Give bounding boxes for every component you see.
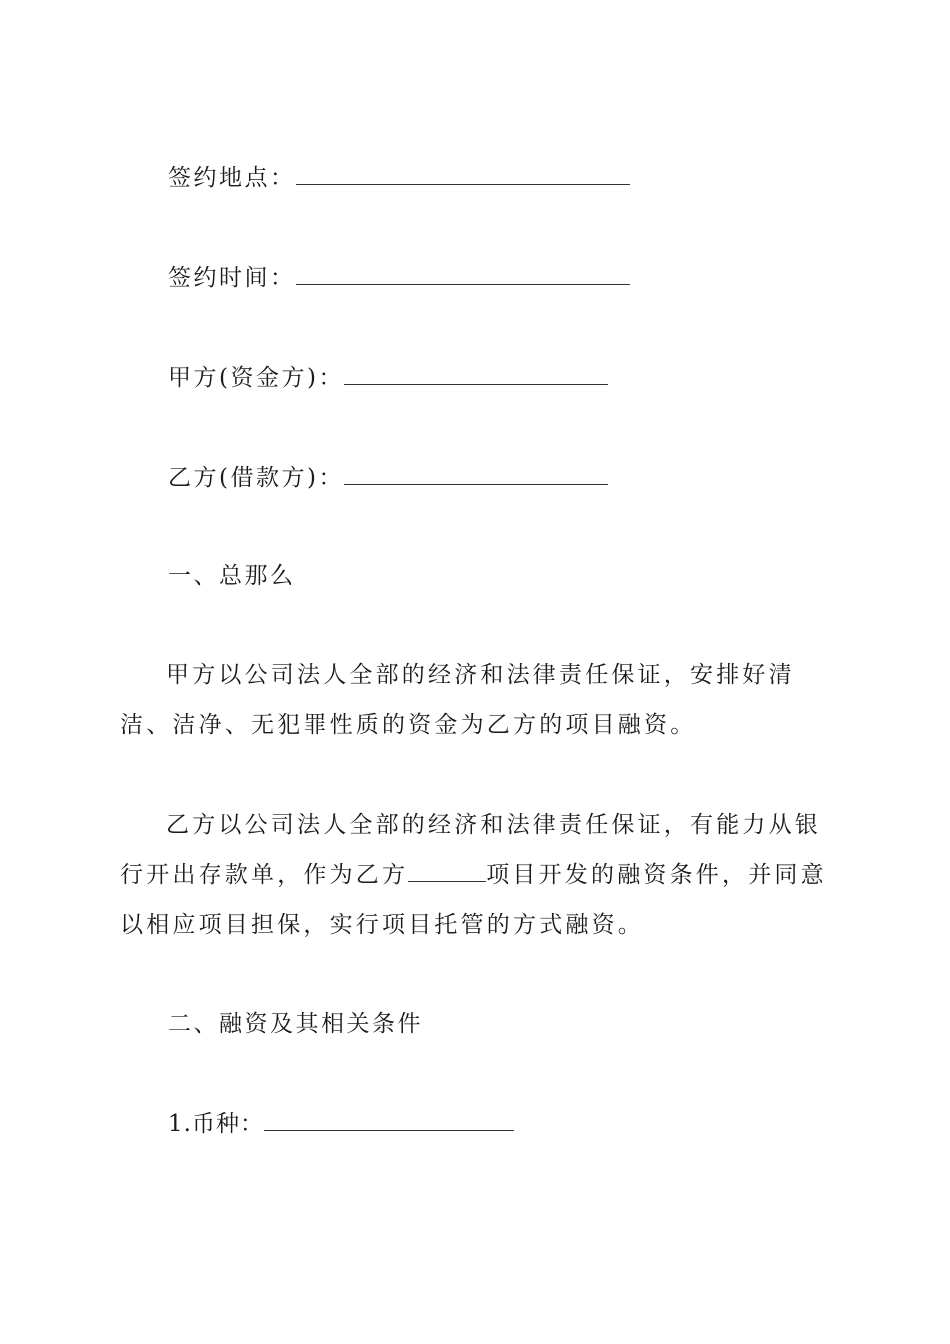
currency-label: 1.币种：: [168, 1111, 264, 1137]
currency-blank[interactable]: [264, 1108, 514, 1131]
sign-time-blank[interactable]: [296, 262, 630, 285]
section-1-paragraph-1: [120, 650, 840, 750]
party-b-label: 乙方(借款方)：: [168, 465, 344, 491]
paragraph-2-text-b: 项目开发的融资条件，并同意以相应项目担保，实行项目托管的方式融资。: [120, 862, 827, 938]
sign-place-label: 签约地点：: [168, 165, 296, 191]
party-a-field: [168, 362, 608, 393]
sign-time-field: [168, 262, 630, 293]
paragraph-1-text: 甲方以公司法人全部的经济和法律责任保证，安排好清洁、洁净、无犯罪性质的资金为乙方的项目融资。: [120, 662, 795, 738]
sign-time-label: 签约时间：: [168, 265, 296, 291]
currency-field: [168, 1108, 514, 1139]
party-b-blank[interactable]: [344, 462, 608, 485]
section-1-heading: 一、总那么: [168, 563, 296, 589]
party-a-blank[interactable]: [344, 362, 608, 385]
section-1-paragraph-2: [120, 800, 840, 950]
sign-place-blank[interactable]: [296, 162, 630, 185]
sign-place-field: [168, 162, 630, 193]
paragraph-2-text-a: 乙方以公司法人全部的经济和法律责任保证，有能力从银行开出存款单，作为乙方: [120, 812, 821, 888]
section-2-heading: 二、融资及其相关条件: [168, 1011, 423, 1037]
project-name-blank[interactable]: [408, 859, 486, 882]
party-b-field: [168, 462, 608, 493]
party-a-label: 甲方(资金方)：: [168, 365, 344, 391]
